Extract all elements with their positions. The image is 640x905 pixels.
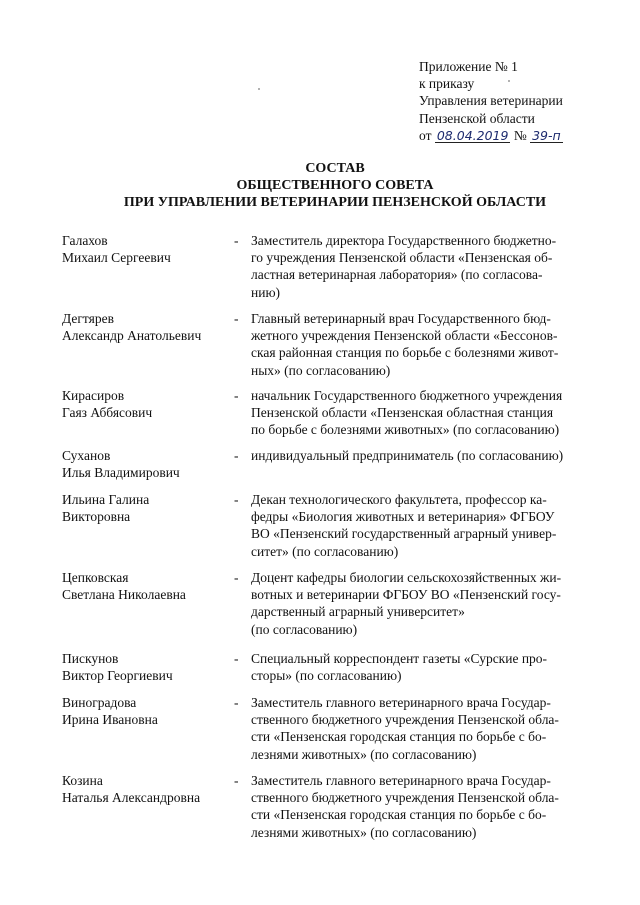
member-given-name: Гаяз Аббясович xyxy=(62,405,153,421)
description-line: нию) xyxy=(251,284,281,300)
title-line-2: ОБЩЕСТВЕННОГО СОВЕТА xyxy=(236,178,434,193)
member-surname: Козина xyxy=(62,773,103,788)
member-name xyxy=(62,569,227,603)
member-dash: - xyxy=(234,388,239,403)
description-line: ластная ветеринарная лаборатория» (по согласова- xyxy=(251,267,543,283)
member-description xyxy=(251,491,590,560)
handwritten-date: 08.04.2019 xyxy=(436,127,509,143)
description-line: сти «Пензенская городская станция по борьбе с бо- xyxy=(251,729,547,745)
description-line: сторы» (по согласованию) xyxy=(251,668,402,684)
member-given-name: Виктор Георгиевич xyxy=(62,668,173,684)
description-line: сти «Пензенская городская станция по борьбе с бо- xyxy=(251,807,547,823)
member-description xyxy=(251,447,590,464)
member-name xyxy=(62,772,227,806)
description-line: (по согласованию) xyxy=(251,621,358,637)
title-line-1: СОСТАВ xyxy=(305,161,365,176)
member-surname: Дегтярев xyxy=(62,311,114,326)
member-description xyxy=(251,569,590,638)
description-line: ственного бюджетного учреждения Пензенской обла- xyxy=(251,712,559,728)
description-line: Заместитель директора Государственного бюджетно- xyxy=(251,233,557,248)
member-dash: - xyxy=(234,695,239,710)
member-dash: - xyxy=(234,233,239,248)
description-line: лезнями животных» (по согласованию) xyxy=(251,746,477,762)
member-name xyxy=(62,650,227,684)
description-line: Заместитель главного ветеринарного врача Государ- xyxy=(251,695,551,710)
description-line: ская районная станция по борьбе с болезнями живот- xyxy=(251,345,559,361)
member-name xyxy=(62,310,227,344)
description-line: Заместитель главного ветеринарного врача Государ- xyxy=(251,773,551,788)
member-dash: - xyxy=(234,448,239,463)
handwritten-order-number: 39-п xyxy=(532,127,561,143)
member-name xyxy=(62,694,227,728)
member-name xyxy=(62,447,227,481)
appendix-line-1: Приложение № 1 xyxy=(419,59,518,74)
appendix-header xyxy=(419,58,563,144)
member-given-name: Светлана Николаевна xyxy=(62,587,186,603)
member-description xyxy=(251,772,590,841)
member-surname: Суханов xyxy=(62,448,111,463)
member-description xyxy=(251,232,590,301)
member-given-name: Викторовна xyxy=(62,509,131,525)
member-dash: - xyxy=(234,492,239,507)
appendix-line-4: Пензенской области xyxy=(419,110,535,126)
member-description xyxy=(251,310,590,379)
description-line: начальник Государственного бюджетного учреждения xyxy=(251,388,563,403)
member-given-name: Михаил Сергеевич xyxy=(62,250,171,266)
member-dash: - xyxy=(234,651,239,666)
member-description xyxy=(251,694,590,763)
member-dash: - xyxy=(234,570,239,585)
member-given-name: Наталья Александровна xyxy=(62,790,201,806)
description-line: Главный ветеринарный врач Государственного бюд- xyxy=(251,311,551,326)
member-name xyxy=(62,387,227,421)
description-line: дарственный аграрный университет» xyxy=(251,604,465,620)
description-line: ственного бюджетного учреждения Пензенской обла- xyxy=(251,790,559,806)
member-given-name: Ирина Ивановна xyxy=(62,712,158,728)
member-name xyxy=(62,491,227,525)
member-surname: Кирасиров xyxy=(62,388,125,403)
member-dash: - xyxy=(234,773,239,788)
title-line-3: ПРИ УПРАВЛЕНИИ ВЕТЕРИНАРИИ ПЕНЗЕНСКОЙ ОБЛАСТИ xyxy=(123,195,547,210)
member-given-name: Илья Владимирович xyxy=(62,465,180,481)
description-line: Доцент кафедры биологии сельскохозяйственных жи- xyxy=(251,570,562,585)
description-line: лезнями животных» (по согласованию) xyxy=(251,824,477,840)
description-line: вотных и ветеринарии ФГБОУ ВО «Пензенский госу- xyxy=(251,587,561,603)
member-name xyxy=(62,232,227,266)
member-surname: Цепковская xyxy=(62,570,129,585)
member-dash: - xyxy=(234,311,239,326)
description-line: ных» (по согласованию) xyxy=(251,362,391,378)
number-prefix: № xyxy=(513,127,527,143)
document-title xyxy=(0,160,640,211)
appendix-line-3: Управления ветеринарии xyxy=(419,93,563,109)
appendix-date-line xyxy=(419,127,563,144)
member-given-name: Александр Анатольевич xyxy=(62,328,202,344)
description-line: Специальный корреспондент газеты «Сурские про- xyxy=(251,651,548,666)
description-line: федры «Биология животных и ветеринария» ФГБОУ xyxy=(251,509,555,525)
member-surname: Галахов xyxy=(62,233,108,248)
description-line: жетного учреждения Пензенской области «Бессонов- xyxy=(251,328,558,344)
description-line: ситет» (по согласованию) xyxy=(251,543,399,559)
description-line: индивидуальный предприниматель (по согласованию) xyxy=(251,448,564,463)
member-description xyxy=(251,650,590,684)
member-surname: Пискунов xyxy=(62,651,119,666)
description-line: го учреждения Пензенской области «Пензенская об- xyxy=(251,250,553,266)
description-line: Пензенской области «Пензенская областная станция xyxy=(251,405,554,421)
member-description xyxy=(251,387,590,439)
appendix-line-2: к приказу xyxy=(419,76,475,92)
description-line: Декан технологического факультета, профессор ка- xyxy=(251,492,547,507)
scan-speck xyxy=(258,88,260,90)
date-prefix: от xyxy=(419,127,432,143)
description-line: ВО «Пензенский государственный аграрный универ- xyxy=(251,526,557,542)
member-surname: Ильина Галина xyxy=(62,492,150,507)
description-line: по борьбе с болезнями животных» (по согласованию) xyxy=(251,422,560,438)
member-surname: Виноградова xyxy=(62,695,137,710)
